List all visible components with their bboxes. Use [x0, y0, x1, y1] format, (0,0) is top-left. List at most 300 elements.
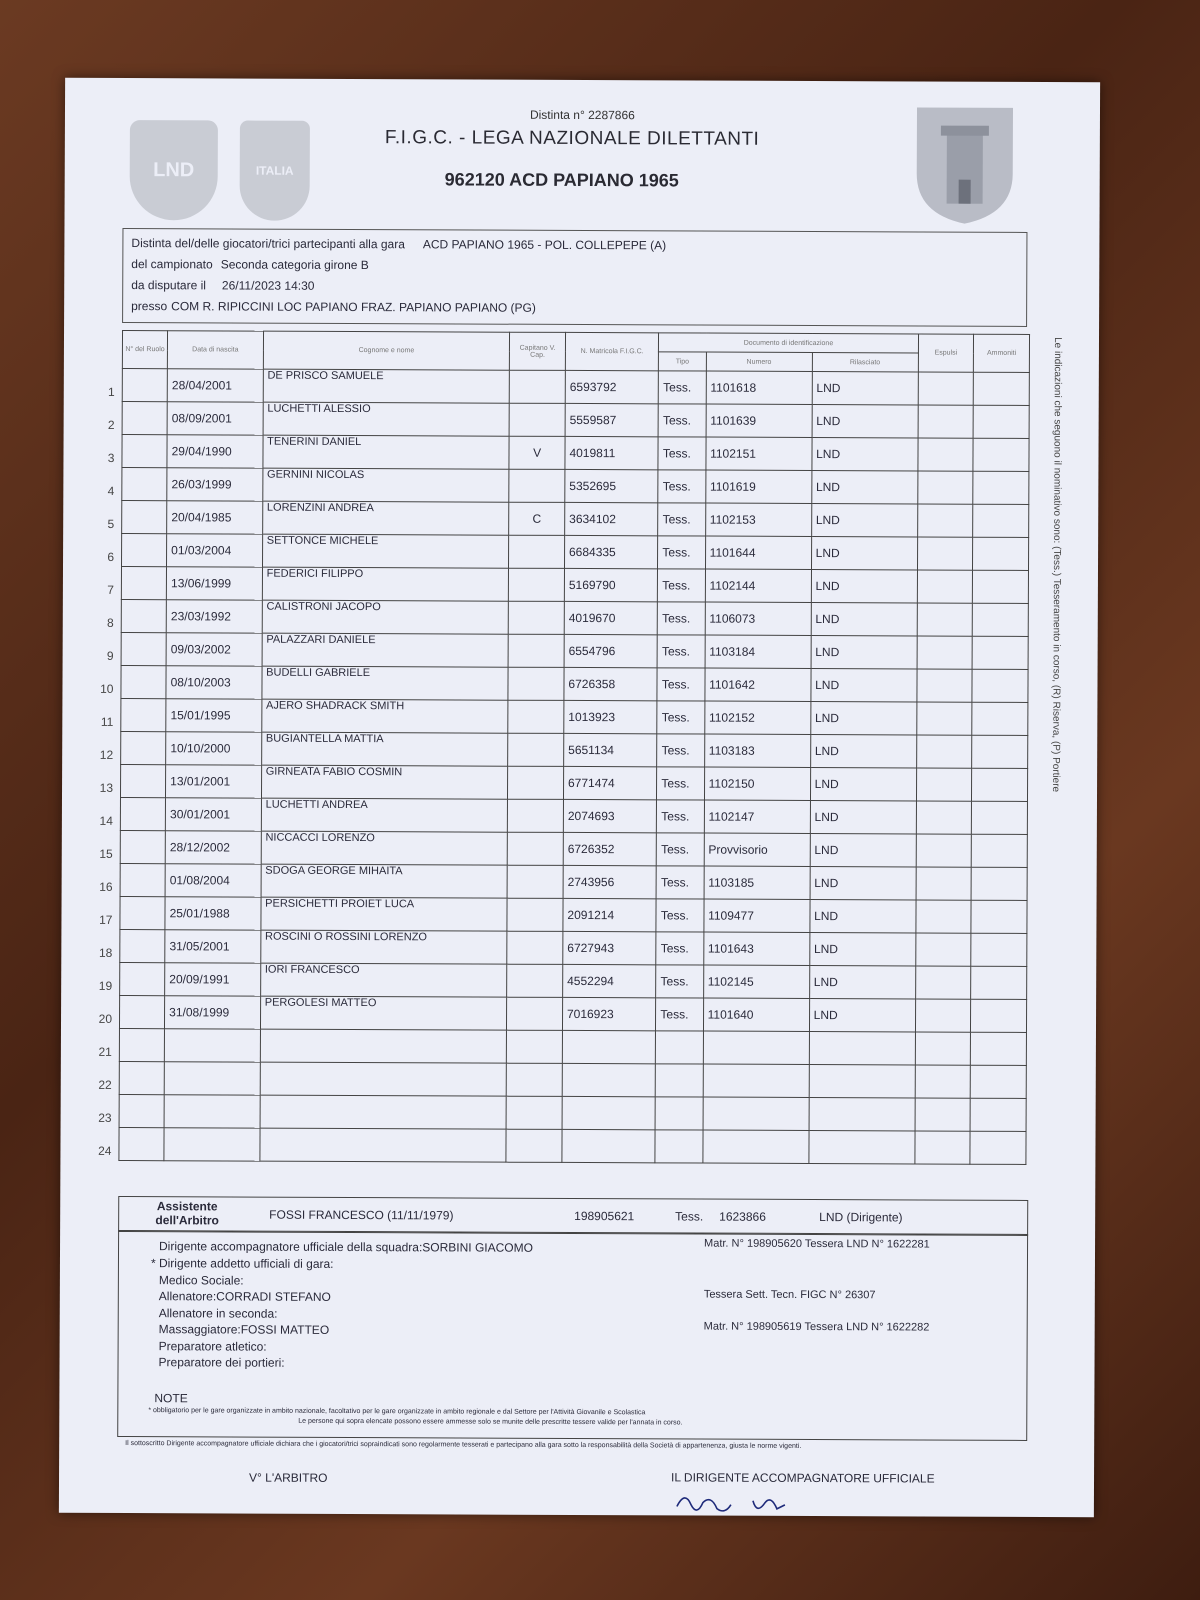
captain-cell — [509, 403, 565, 436]
row-number: 12 — [99, 747, 114, 762]
col-documento: Documento di identificazione — [659, 333, 918, 353]
numero-cell: 1101642 — [705, 668, 811, 701]
birthdate-cell — [164, 1062, 260, 1095]
numero-cell — [703, 1064, 809, 1097]
ammoniti-cell — [973, 471, 1029, 504]
captain-cell: V — [509, 436, 565, 469]
ruolo-cell — [107, 468, 167, 501]
matricola-cell — [562, 1096, 656, 1129]
name-cell: BUGIANTELLA MATTIA — [261, 732, 508, 766]
captain-cell — [509, 568, 565, 601]
row-number: 18 — [98, 945, 113, 960]
captain-cell — [508, 700, 564, 733]
ruolo-cell — [107, 533, 167, 566]
tipo-cell — [655, 1130, 702, 1163]
table-row — [121, 632, 1028, 669]
rilasciato-cell: LND — [811, 471, 917, 504]
table-row — [121, 599, 1028, 636]
numero-cell: 1102151 — [706, 437, 812, 470]
birthdate-cell: 20/09/1991 — [165, 963, 261, 996]
matricola-cell — [562, 1063, 656, 1096]
birthdate-cell: 08/10/2003 — [166, 666, 262, 699]
numero-cell: 1102144 — [705, 569, 811, 602]
espulsi-cell — [918, 372, 974, 405]
tipo-cell: Tess. — [658, 602, 705, 635]
tipo-cell: Tess. — [657, 701, 704, 734]
assistant-tipo: Tess. — [675, 1209, 704, 1224]
tipo-cell — [656, 1031, 703, 1064]
numero-cell: 1101640 — [703, 998, 809, 1031]
ammoniti-cell — [971, 933, 1027, 966]
numero-cell: 1102147 — [704, 800, 810, 833]
espulsi-cell — [916, 801, 972, 834]
table-row — [120, 797, 1027, 834]
name-cell: PERGOLESI MATTEO — [260, 996, 507, 1030]
match-info-box — [122, 228, 1027, 327]
captain-cell — [507, 931, 563, 964]
birthdate-cell: 08/09/2001 — [167, 402, 263, 435]
captain-cell — [507, 865, 563, 898]
matricola-cell: 6593792 — [565, 370, 659, 403]
ruolo-cell — [98, 962, 165, 995]
table-row — [122, 468, 1029, 505]
captain-cell — [508, 766, 564, 799]
row-number: 15 — [99, 846, 113, 861]
staff-allenatore-seconda: Allenatore in seconda: — [158, 1306, 278, 1321]
campionato-value: Seconda categoria girone B — [220, 257, 369, 273]
assistant-rilasciato: LND (Dirigente) — [819, 1210, 903, 1225]
col-capitano: Capitano V. Cap. — [510, 332, 566, 370]
tipo-cell: Tess. — [657, 800, 704, 833]
matricola-cell: 2091214 — [563, 898, 657, 931]
espulsi-cell — [916, 735, 972, 768]
birthdate-cell: 01/08/2004 — [165, 864, 261, 897]
matricola-cell: 4019811 — [565, 436, 659, 469]
espulsi-cell — [915, 1032, 971, 1065]
ammoniti-cell — [972, 801, 1028, 834]
handwritten-signature — [673, 1488, 813, 1519]
table-row — [121, 566, 1028, 603]
presso-value: COM R. RIPICCINI LOC PAPIANO FRAZ. PAPIANO PAPIANO (PG) — [171, 299, 536, 315]
tipo-cell — [656, 1064, 703, 1097]
ammoniti-cell — [970, 1098, 1026, 1131]
rilasciato-cell: LND — [812, 372, 918, 405]
table-row — [120, 929, 1027, 966]
row-number: 21 — [98, 1044, 112, 1059]
captain-cell — [509, 535, 565, 568]
tipo-cell: Tess. — [658, 437, 705, 470]
espulsi-cell — [918, 438, 974, 471]
birthdate-cell: 31/08/1999 — [165, 996, 261, 1029]
side-legend: Le indicazioni che seguono il nominativo sono: (Tess.) Tesseramento in corso, (R) Riserva, (P) Portiere — [1050, 337, 1064, 793]
birthdate-cell: 26/03/1999 — [167, 468, 263, 501]
rilasciato-cell: LND — [811, 603, 917, 636]
table-row — [122, 435, 1029, 472]
matricola-cell: 6727943 — [563, 931, 657, 964]
rilasciato-cell: LND — [810, 768, 916, 801]
ammoniti-cell — [972, 603, 1028, 636]
tipo-cell: Tess. — [656, 866, 703, 899]
ruolo-cell — [108, 369, 167, 402]
matricola-cell: 5559587 — [565, 403, 659, 436]
rilasciato-cell: LND — [810, 801, 916, 834]
birthdate-cell: 28/12/2002 — [165, 831, 261, 864]
name-cell: BUDELLI GABRIELE — [262, 666, 509, 700]
name-cell: GERNINI NICOLAS — [262, 468, 509, 502]
matricola-cell: 5169790 — [564, 568, 658, 601]
captain-cell: C — [509, 502, 565, 535]
roster-table — [98, 330, 1030, 1165]
staff-note-label: NOTE — [154, 1391, 188, 1406]
row-number: 6 — [107, 549, 115, 564]
table-row — [120, 962, 1027, 999]
espulsi-cell — [916, 834, 972, 867]
numero-cell: 1103183 — [704, 734, 810, 767]
tipo-cell — [655, 1097, 702, 1130]
tipo-cell: Tess. — [656, 998, 703, 1031]
staff-allenatore-tessera: Tessera Sett. Tecn. FIGC N° 26307 — [703, 1288, 876, 1302]
numero-cell: 1101619 — [705, 470, 811, 503]
name-cell: AJERO SHADRACK SMITH — [261, 699, 508, 733]
numero-cell: 1103184 — [705, 635, 811, 668]
staff-preparatore: Preparatore atletico: — [158, 1339, 267, 1354]
gara-label: Distinta del/delle giocatori/trici partecipanti alla gara — [131, 236, 405, 252]
ammoniti-cell — [972, 735, 1028, 768]
ruolo-cell — [107, 402, 167, 435]
rilasciato-cell: LND — [812, 405, 918, 438]
ammoniti-cell — [973, 570, 1029, 603]
table-row — [121, 731, 1028, 768]
numero-cell: 1102145 — [703, 965, 809, 998]
city-crest-icon — [914, 103, 1015, 225]
ammoniti-cell — [972, 768, 1028, 801]
matricola-cell: 2743956 — [563, 865, 657, 898]
data-value: 26/11/2023 14:30 — [221, 278, 315, 293]
table-row — [122, 533, 1029, 570]
table-row — [122, 501, 1029, 538]
birthdate-cell — [164, 1095, 260, 1128]
birthdate-cell — [164, 1128, 260, 1161]
staff-massaggiatore-matr: Matr. N° 198905619 Tessera LND N° 1622282 — [703, 1320, 930, 1334]
ruolo-cell — [98, 1127, 164, 1160]
tipo-cell: Tess. — [657, 668, 704, 701]
table-row — [121, 698, 1028, 735]
matricola-cell: 2074693 — [563, 799, 657, 832]
matricola-cell: 6771474 — [563, 766, 657, 799]
espulsi-cell — [916, 900, 972, 933]
assistant-numero: 1623866 — [719, 1209, 766, 1224]
name-cell: LUCHETTI ANDREA — [261, 798, 508, 832]
rilasciato-cell: LND — [810, 735, 916, 768]
name-cell: PALAZZARI DANIELE — [262, 633, 509, 667]
declaration-text: Il sottoscritto Dirigente accompagnatore ufficiale dichiara che i giocatori/trici sopraindicati sono regolarmente tesserati e partecipano alla gara sotto la responsabilità della Società di appartenenza, giusta le norme vigenti. — [125, 1440, 802, 1450]
birthdate-cell: 09/03/2002 — [166, 633, 262, 666]
ammoniti-cell — [971, 900, 1027, 933]
name-cell — [260, 1029, 507, 1063]
row-number: 19 — [98, 978, 113, 993]
match-roster-sheet — [59, 78, 1100, 1518]
tipo-cell: Tess. — [657, 734, 704, 767]
name-cell: CALISTRONI JACOPO — [262, 600, 509, 634]
espulsi-cell — [917, 636, 973, 669]
numero-cell: 1102152 — [704, 701, 810, 734]
rilasciato-cell — [809, 1032, 915, 1065]
captain-cell — [508, 799, 564, 832]
table-row — [119, 995, 1026, 1032]
espulsi-cell — [917, 537, 973, 570]
captain-cell — [510, 370, 566, 403]
matricola-cell — [562, 1030, 656, 1063]
captain-cell — [507, 898, 563, 931]
ammoniti-cell — [972, 669, 1028, 702]
captain-cell — [508, 733, 564, 766]
name-cell — [260, 1128, 507, 1162]
staff-dirigente-matr: Matr. N° 198905620 Tessera LND N° 1622281 — [704, 1237, 930, 1251]
table-row — [119, 1094, 1026, 1131]
espulsi-cell — [915, 1098, 971, 1131]
espulsi-cell — [916, 867, 972, 900]
staff-dirigente: Dirigente accompagnatore ufficiale della squadra:SORBINI GIACOMO — [159, 1239, 534, 1255]
numero-cell — [703, 1031, 809, 1064]
birthdate-cell: 20/04/1985 — [167, 501, 263, 534]
ruolo-cell — [107, 566, 166, 599]
row-number: 9 — [106, 648, 114, 663]
row-number: 8 — [107, 615, 114, 630]
ruolo-cell — [98, 1094, 164, 1127]
ruolo-cell — [99, 764, 165, 797]
captain-cell — [507, 997, 563, 1030]
matricola-cell — [562, 1129, 656, 1162]
rilasciato-cell: LND — [812, 438, 918, 471]
ammoniti-cell — [973, 405, 1029, 438]
staff-box — [117, 1230, 1028, 1441]
staff-addetto: * Dirigente addetto ufficiali di gara: — [150, 1256, 334, 1271]
tipo-cell: Tess. — [656, 932, 703, 965]
row-number: 11 — [100, 714, 114, 729]
name-cell: LUCHETTI ALESSIO — [263, 402, 510, 436]
tipo-cell: Tess. — [656, 899, 703, 932]
row-number: 13 — [99, 780, 114, 795]
numero-cell: 1101643 — [703, 932, 809, 965]
tipo-cell: Tess. — [658, 503, 705, 536]
table-row — [119, 1061, 1026, 1098]
table-row — [119, 1028, 1026, 1065]
espulsi-cell — [915, 1131, 971, 1164]
espulsi-cell — [915, 933, 971, 966]
matricola-cell: 5651134 — [564, 733, 658, 766]
numero-cell: 1101618 — [706, 371, 812, 404]
ruolo-cell — [98, 1061, 164, 1094]
lnd-logo — [130, 120, 218, 220]
captain-cell — [509, 601, 565, 634]
assistant-label: Assistente dell'Arbitro — [155, 1199, 219, 1228]
col-tipo: Tipo — [659, 352, 706, 371]
birthdate-cell: 29/04/1990 — [167, 435, 263, 468]
assistant-matricola: 198905621 — [574, 1208, 635, 1224]
rilasciato-cell: LND — [809, 933, 915, 966]
rilasciato-cell: LND — [810, 867, 916, 900]
birthdate-cell: 25/01/1988 — [165, 897, 261, 930]
birthdate-cell: 13/01/2001 — [166, 765, 262, 798]
ruolo-cell — [99, 863, 165, 896]
name-cell: SETTONCE MICHELE — [262, 534, 509, 568]
birthdate-cell: 31/05/2001 — [165, 930, 261, 963]
espulsi-cell — [918, 405, 974, 438]
table-row — [120, 863, 1027, 900]
ammoniti-cell — [973, 537, 1029, 570]
club-title: 962120 ACD PAPIANO 1965 — [444, 169, 679, 191]
rilasciato-cell — [809, 1065, 915, 1098]
ruolo-cell — [107, 435, 167, 468]
staff-massaggiatore: Massaggiatore:FOSSI MATTEO — [158, 1322, 330, 1337]
tipo-cell: Tess. — [658, 470, 705, 503]
row-number: 16 — [99, 879, 113, 894]
tipo-cell: Tess. — [656, 965, 703, 998]
ammoniti-cell — [970, 1131, 1026, 1164]
ruolo-cell — [98, 929, 165, 962]
dirigente-signature-label: IL DIRIGENTE ACCOMPAGNATORE UFFICIALE — [671, 1470, 935, 1486]
tipo-cell: Tess. — [657, 833, 704, 866]
distinta-number: Distinta n° 2287866 — [529, 107, 635, 123]
matricola-cell: 3634102 — [565, 502, 659, 535]
name-cell: ROSCINI O ROSSINI LORENZO — [260, 930, 507, 964]
espulsi-cell — [916, 702, 972, 735]
gara-value: ACD PAPIANO 1965 - POL. COLLEPEPE (A) — [422, 237, 667, 253]
name-cell: SDOGA GEORGE MIHAITA — [261, 864, 508, 898]
numero-cell: 1101644 — [705, 536, 811, 569]
roster-body — [98, 369, 1029, 1165]
ammoniti-cell — [973, 438, 1029, 471]
ruolo-cell — [99, 731, 166, 764]
ammoniti-cell — [970, 1065, 1026, 1098]
tipo-cell: Tess. — [658, 404, 705, 437]
numero-cell: 1102153 — [705, 503, 811, 536]
rilasciato-cell: LND — [811, 504, 917, 537]
campionato-label: del campionato — [131, 257, 213, 272]
numero-cell: 1103185 — [704, 866, 810, 899]
rilasciato-cell: LND — [810, 900, 916, 933]
captain-cell — [509, 469, 565, 502]
birthdate-cell: 28/04/2001 — [167, 369, 263, 402]
table-row — [120, 896, 1027, 933]
row-number: 1 — [108, 384, 115, 399]
ruolo-cell — [100, 698, 166, 731]
col-ruolo: N° del Ruolo — [122, 331, 167, 369]
captain-cell — [507, 964, 563, 997]
espulsi-cell — [917, 570, 973, 603]
ammoniti-cell — [971, 999, 1027, 1032]
matricola-cell: 6726358 — [564, 667, 658, 700]
numero-cell: 1109477 — [704, 899, 810, 932]
matricola-cell: 6684335 — [564, 535, 658, 568]
rilasciato-cell: LND — [811, 537, 917, 570]
row-number: 20 — [98, 1011, 113, 1026]
ammoniti-cell — [973, 372, 1029, 405]
numero-cell: Provvisorio — [704, 833, 810, 866]
row-number: 2 — [107, 417, 115, 432]
captain-cell — [508, 667, 564, 700]
col-espulsi: Espulsi — [918, 334, 974, 372]
birthdate-cell: 15/01/1995 — [166, 699, 262, 732]
table-row — [122, 402, 1029, 439]
col-ammoniti: Ammoniti — [974, 334, 1030, 372]
col-matricola: N. Matricola F.I.G.C. — [565, 332, 659, 370]
table-row — [121, 665, 1028, 702]
espulsi-cell — [917, 504, 973, 537]
ammoniti-cell — [971, 1032, 1027, 1065]
assistant-name: FOSSI FRANCESCO (11/11/1979) — [269, 1207, 454, 1223]
tipo-cell: Tess. — [657, 635, 704, 668]
col-numero: Numero — [706, 352, 812, 371]
name-cell — [260, 1095, 507, 1129]
numero-cell: 1101639 — [706, 404, 812, 437]
ruolo-cell — [100, 665, 166, 698]
rilasciato-cell: LND — [811, 570, 917, 603]
tipo-cell: Tess. — [657, 767, 704, 800]
birthdate-cell: 23/03/1992 — [166, 600, 262, 633]
name-cell: GIRNEATA FABIO COSMIN — [261, 765, 508, 799]
lnd-logo-text: LND — [153, 158, 195, 181]
espulsi-cell — [915, 999, 971, 1032]
captain-cell — [506, 1129, 562, 1162]
table-row — [122, 369, 1029, 406]
espulsi-cell — [915, 966, 971, 999]
presso-label: presso — [131, 299, 168, 314]
name-cell: TENERINI DANIEL — [263, 435, 510, 469]
ammoniti-cell — [971, 966, 1027, 999]
ruolo-cell — [98, 995, 164, 1028]
rilasciato-cell: LND — [810, 834, 916, 867]
ruolo-cell — [99, 830, 165, 863]
row-number: 14 — [99, 813, 113, 828]
rilasciato-cell — [809, 1131, 915, 1164]
captain-cell — [507, 1063, 563, 1096]
numero-cell: 1106073 — [705, 602, 811, 635]
italia-logo-text: ITALIA — [255, 163, 294, 178]
rilasciato-cell — [809, 1098, 915, 1131]
ruolo-cell — [99, 896, 165, 929]
ruolo-cell — [107, 501, 167, 534]
data-label: da disputare il — [131, 278, 206, 293]
staff-allenatore: Allenatore:CORRADI STEFANO — [158, 1289, 331, 1304]
captain-cell — [508, 832, 564, 865]
row-number: 4 — [107, 483, 115, 498]
espulsi-cell — [917, 603, 973, 636]
ammoniti-cell — [972, 702, 1028, 735]
arbitro-signature-label: V° L'ARBITRO — [248, 1470, 328, 1485]
row-number: 17 — [99, 912, 113, 927]
numero-cell — [703, 1097, 809, 1130]
row-number: 5 — [107, 516, 115, 531]
col-nome: Cognome e nome — [263, 331, 510, 370]
name-cell: IORI FRANCESCO — [260, 963, 507, 997]
rilasciato-cell: LND — [809, 966, 915, 999]
birthdate-cell: 30/01/2001 — [165, 798, 261, 831]
espulsi-cell — [916, 768, 972, 801]
rilasciato-cell: LND — [810, 702, 916, 735]
ruolo-cell — [106, 632, 166, 665]
ammoniti-cell — [971, 867, 1027, 900]
ruolo-cell — [98, 1028, 164, 1061]
espulsi-cell — [917, 471, 973, 504]
birthdate-cell: 10/10/2000 — [166, 732, 262, 765]
matricola-cell: 5352695 — [565, 469, 659, 502]
tipo-cell: Tess. — [658, 536, 705, 569]
birthdate-cell: 13/06/1999 — [166, 567, 262, 600]
numero-cell: 1102150 — [704, 767, 810, 800]
birthdate-cell — [164, 1029, 260, 1062]
ruolo-cell — [107, 599, 166, 632]
